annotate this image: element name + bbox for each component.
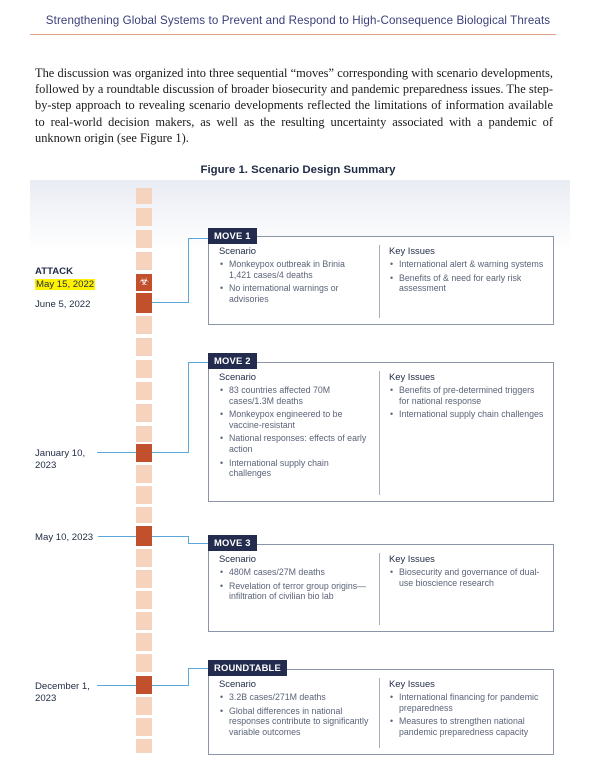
column-divider bbox=[379, 371, 380, 495]
move-2-box bbox=[208, 362, 554, 502]
scenario-heading: Scenario bbox=[219, 553, 257, 564]
scenario-heading: Scenario bbox=[219, 245, 257, 256]
date-move3: May 10, 2023 bbox=[35, 532, 94, 543]
column-divider bbox=[379, 553, 380, 625]
key-issues-heading: Key Issues bbox=[389, 371, 435, 382]
running-header: Strengthening Global Systems to Prevent and Respond to High-Consequence Biological Threats bbox=[45, 14, 551, 27]
key-issue-item: • International alert & warning systems bbox=[389, 259, 544, 270]
timeline-cell bbox=[136, 591, 152, 609]
key-issues-heading: Key Issues bbox=[389, 553, 435, 564]
scenario-item: • 83 countries affected 70M cases/1.3M deaths bbox=[219, 385, 369, 406]
scenario-item: • Revelation of terror group origins—infiltration of civilian bio lab bbox=[219, 581, 369, 602]
timeline-event-move2 bbox=[136, 444, 152, 462]
connector-roundtable bbox=[188, 668, 208, 669]
connector-move2 bbox=[188, 362, 189, 453]
scenario-heading: Scenario bbox=[219, 371, 257, 382]
timeline-cell bbox=[136, 739, 152, 753]
timeline-event-move3 bbox=[136, 526, 152, 546]
date-roundtable: December 1, 2023 bbox=[35, 681, 90, 704]
connector-move1 bbox=[188, 238, 208, 239]
connector-roundtable bbox=[188, 668, 189, 686]
connector-move1 bbox=[188, 238, 189, 303]
connector-move3 bbox=[152, 536, 188, 537]
connector-move2 bbox=[152, 452, 188, 453]
timeline-cell bbox=[136, 426, 152, 442]
timeline-cell bbox=[136, 230, 152, 248]
key-issue-item: • Measures to strengthen national pandemic preparedness capacity bbox=[389, 716, 544, 737]
figure-title: Figure 1. Scenario Design Summary bbox=[200, 164, 396, 176]
connector-move3 bbox=[188, 536, 189, 543]
connector-move2 bbox=[188, 362, 208, 363]
date-move1: June 5, 2022 bbox=[35, 299, 91, 310]
connector-move1 bbox=[152, 302, 188, 303]
timeline-cell bbox=[136, 360, 152, 378]
scenario-item: • 480M cases/27M deaths bbox=[219, 567, 369, 578]
timeline-cell bbox=[136, 549, 152, 567]
timeline-cell bbox=[136, 188, 152, 204]
biohazard-icon: ☣ bbox=[139, 276, 149, 288]
key-issue-item: • International supply chain challenges bbox=[389, 409, 544, 420]
scenario-item: • Global differences in national responses contribute to significantly variable outcomes bbox=[219, 706, 369, 738]
connector-move3-date bbox=[98, 536, 136, 537]
key-issues-heading: Key Issues bbox=[389, 245, 435, 256]
connector-move3 bbox=[188, 543, 208, 544]
scenario-item: • No international warnings or advisories bbox=[219, 283, 369, 304]
timeline-cell bbox=[136, 382, 152, 400]
connector-roundtable-date bbox=[97, 685, 136, 686]
header-rule bbox=[30, 34, 556, 35]
timeline-cell bbox=[136, 252, 152, 270]
timeline-cell bbox=[136, 612, 152, 630]
roundtable-tag: ROUNDTABLE bbox=[208, 660, 287, 676]
timeline-cell bbox=[136, 507, 152, 523]
timeline-cell bbox=[136, 718, 152, 736]
timeline-cell bbox=[136, 633, 152, 651]
timeline-cell bbox=[136, 697, 152, 715]
scenario-heading: Scenario bbox=[219, 678, 257, 689]
timeline-cell bbox=[136, 208, 152, 226]
scenario-item: • International supply chain challenges bbox=[219, 458, 369, 479]
timeline-event-move1 bbox=[136, 293, 152, 313]
key-issue-item: • International financing for pandemic preparedness bbox=[389, 692, 544, 713]
column-divider bbox=[379, 245, 380, 318]
key-issue-item: • Biosecurity and governance of dual-use bioscience research bbox=[389, 567, 544, 588]
scenario-item: • Monkeypox outbreak in Brinia 1,421 cases/4 deaths bbox=[219, 259, 369, 280]
key-issue-item: • Benefits of & need for early risk assessment bbox=[389, 273, 544, 294]
timeline-cell bbox=[136, 465, 152, 483]
timeline-cell bbox=[136, 316, 152, 334]
connector-move2-date bbox=[97, 452, 136, 453]
attack-date: May 15, 2022 bbox=[36, 279, 95, 290]
timeline-cell bbox=[136, 654, 152, 672]
move-2-tag: MOVE 2 bbox=[208, 353, 257, 369]
key-issues-heading: Key Issues bbox=[389, 678, 435, 689]
scenario-item: • Monkeypox engineered to be vaccine-resistant bbox=[219, 409, 369, 430]
move-3-box bbox=[208, 544, 554, 632]
timeline-event-roundtable bbox=[136, 676, 152, 694]
date-move2: January 10, 2023 bbox=[35, 448, 86, 471]
connector-roundtable bbox=[152, 685, 188, 686]
timeline-cell bbox=[136, 338, 152, 356]
timeline-cell bbox=[136, 404, 152, 422]
move-3-tag: MOVE 3 bbox=[208, 535, 257, 551]
timeline-cell bbox=[136, 570, 152, 588]
scenario-item: • 3.2B cases/271M deaths bbox=[219, 692, 369, 703]
intro-paragraph: The discussion was organized into three sequential “moves” corresponding with scenario developments, followed by a roundtable discussion of broader biosecurity and pandemic preparedness issues. The step-by-step approach to revealing scenario developments reflected the limitations of information available to real-world decision makers, as well as the resulting uncertainty associated with a pandemic of unknown origin (see Figure 1). bbox=[35, 66, 553, 145]
roundtable-box bbox=[208, 669, 554, 755]
move-1-tag: MOVE 1 bbox=[208, 228, 257, 244]
move-1-box bbox=[208, 236, 554, 325]
scenario-item: • National responses: effects of early action bbox=[219, 433, 369, 454]
column-divider bbox=[379, 678, 380, 748]
timeline-cell bbox=[136, 486, 152, 504]
attack-label: ATTACK bbox=[35, 266, 74, 277]
key-issue-item: • Benefits of pre-determined triggers for national response bbox=[389, 385, 544, 406]
